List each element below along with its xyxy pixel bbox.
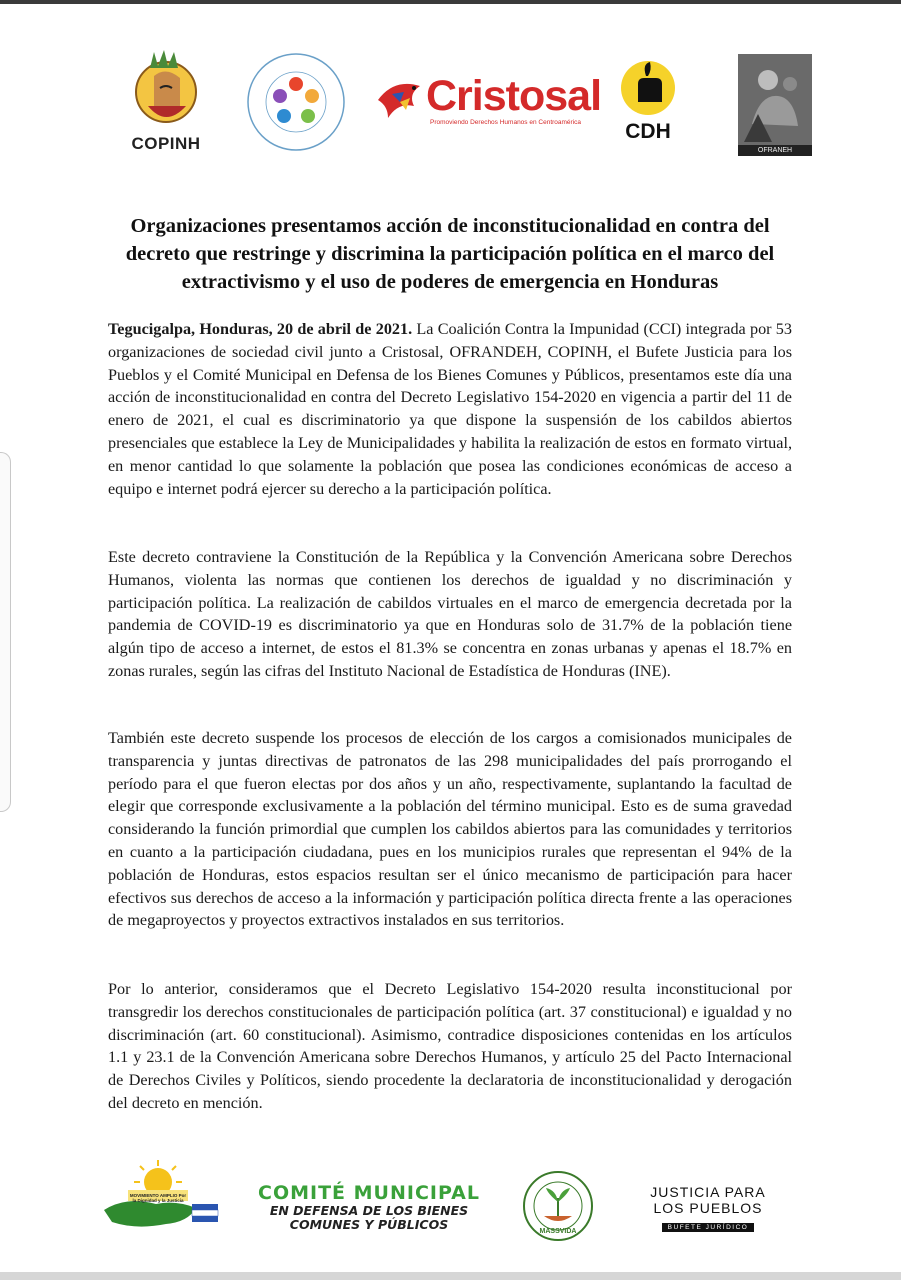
top-edge-bar — [0, 0, 901, 4]
massvida-logo — [520, 1168, 596, 1244]
coalicion-circle-icon — [244, 50, 348, 154]
ofraneh-photo-icon — [738, 54, 812, 145]
paragraph-4: Por lo anterior, consideramos que el Decreto Legislativo 154-2020 resulta inconstitucional por transgredir los derechos constitucionales de participación política (art. 37 constitucional) e igualdad y no discriminación (art. 60 constitucional). Asimismo, contradice disposiciones contenidas en los artículos 1.1 y 23.1 de la Convención Americana sobre Derechos Humanos, y artículo 25 del Pacto Internacional de Derechos Civiles y Políticos, siendo procedente la declaratoria de inconstitucionalidad y derogación del decreto en mención. — [108, 980, 792, 1112]
paragraph-1-text: La Coalición Contra la Impunidad (CCI) integrada por 53 organizaciones de sociedad civil junto a Cristosal, OFRANDEH, COPINH, el Bufete Justicia para los Pueblos y el Comité Municipal en Defensa de los Bienes Comunes y Públicos, presentamos este día una acción de inconstitucionalidad en contra del Decreto Legislativo 154-2020 en vigencia a partir del 11 de enero de 2021, el cual es discriminatorio ya que dispone la suspensión de los cabildos abiertos presenciales que establece la Ley de Municipalidades y habilita la realización de estos en formato virtual, en menor cantidad lo que solamente la población que posea las condiciones económicas de acceso a equipo e internet podrá ejercer su derecho a la participación política. — [108, 320, 792, 498]
document-title: Organizaciones presentamos acción de inconstitucionalidad en contra del decreto que restringe y discrimina la participación política en el marco del extractivismo y el uso de poderes de emergencia en Honduras — [125, 215, 775, 293]
cristosal-logo — [374, 72, 602, 134]
comite-line-3: COMUNES Y PÚBLICOS — [289, 1217, 449, 1232]
ofraneh-label: OFRANEH — [738, 145, 812, 156]
comite-municipal-logo — [258, 1182, 480, 1234]
bird-icon — [374, 72, 426, 128]
copinh-emblem-icon — [120, 48, 212, 130]
copinh-logo — [120, 48, 212, 154]
movimiento-amplio-label: MOVIMIENTO AMPLIO Por la Dignidad y la Justicia — [129, 1193, 187, 1203]
jpp-line-2: LOS PUEBLOS — [653, 1200, 763, 1216]
justicia-pueblos-logo — [638, 1184, 778, 1232]
side-scroll-handle[interactable] — [0, 452, 11, 812]
massvida-label: MASSVIDA — [539, 1228, 577, 1235]
cdh-label: CDH — [625, 120, 671, 143]
copinh-label: COPINH — [131, 134, 201, 153]
jpp-subtitle: BUFETE JURÍDICO — [662, 1223, 755, 1232]
cristosal-tagline: Promoviendo Derechos Humanos en Centroamérica — [430, 119, 582, 126]
cci-logo — [244, 50, 348, 154]
bottom-edge-bar — [0, 1272, 901, 1280]
dateline: Tegucigalpa, Honduras, 20 de abril de 2021. — [108, 320, 413, 338]
ofraneh-logo — [738, 54, 812, 156]
jpp-line-1: JUSTICIA PARA — [650, 1184, 766, 1200]
paragraph-1 — [108, 318, 792, 500]
paragraph-2: Este decreto contraviene la Constitución de la República y la Convención Americana sobre Derechos Humanos, violenta las normas que contienen los derechos de igualdad y no discriminación y participación política. La realización de cabildos virtuales en el marco de emergencia decretada por la pandemia de COVID-19 es discriminatorio ya que en Honduras solo de 31.7% de la población tiene algún tipo de acceso a internet, de estos el 81.3% se concentra en zonas urbanas y apenas el 18.7% en zonas rurales, según las cifras del Instituto Nacional de Estadística de Honduras (INE). — [108, 548, 792, 680]
cristosal-wordmark: Cristosal — [426, 72, 602, 120]
movimiento-amplio-logo — [96, 1160, 226, 1232]
comite-line-1: COMITÉ MUNICIPAL — [258, 1182, 480, 1204]
paragraph-3: También este decreto suspende los procesos de elección de los cargos a comisionados municipales de transparencia y juntas directivas de patronatos de las 298 municipalidades del país prorrogando el período para el que fueron electas por dos años y un año, respectivamente, suplantando la facultad de elegir que corresponde exclusivamente a la población del término municipal. Esto es de suma gravedad considerando la función primordial que cumplen los cabildos abiertos para las comunidades y territorios en cuanto a la participación ciudadana, pues en los municipios rurales que representan el 94% de la población de Honduras, estos espacios resultan ser el único mecanismo de participación para hacer efectivos sus derechos de acceso a la información y participación política directa frente a las operaciones de megaproyectos y proyectos extractivos instalados en sus territorios. — [108, 729, 792, 930]
comite-line-2: EN DEFENSA DE LOS BIENES — [269, 1203, 469, 1218]
cdh-logo — [606, 58, 690, 148]
fist-icon — [606, 58, 690, 118]
